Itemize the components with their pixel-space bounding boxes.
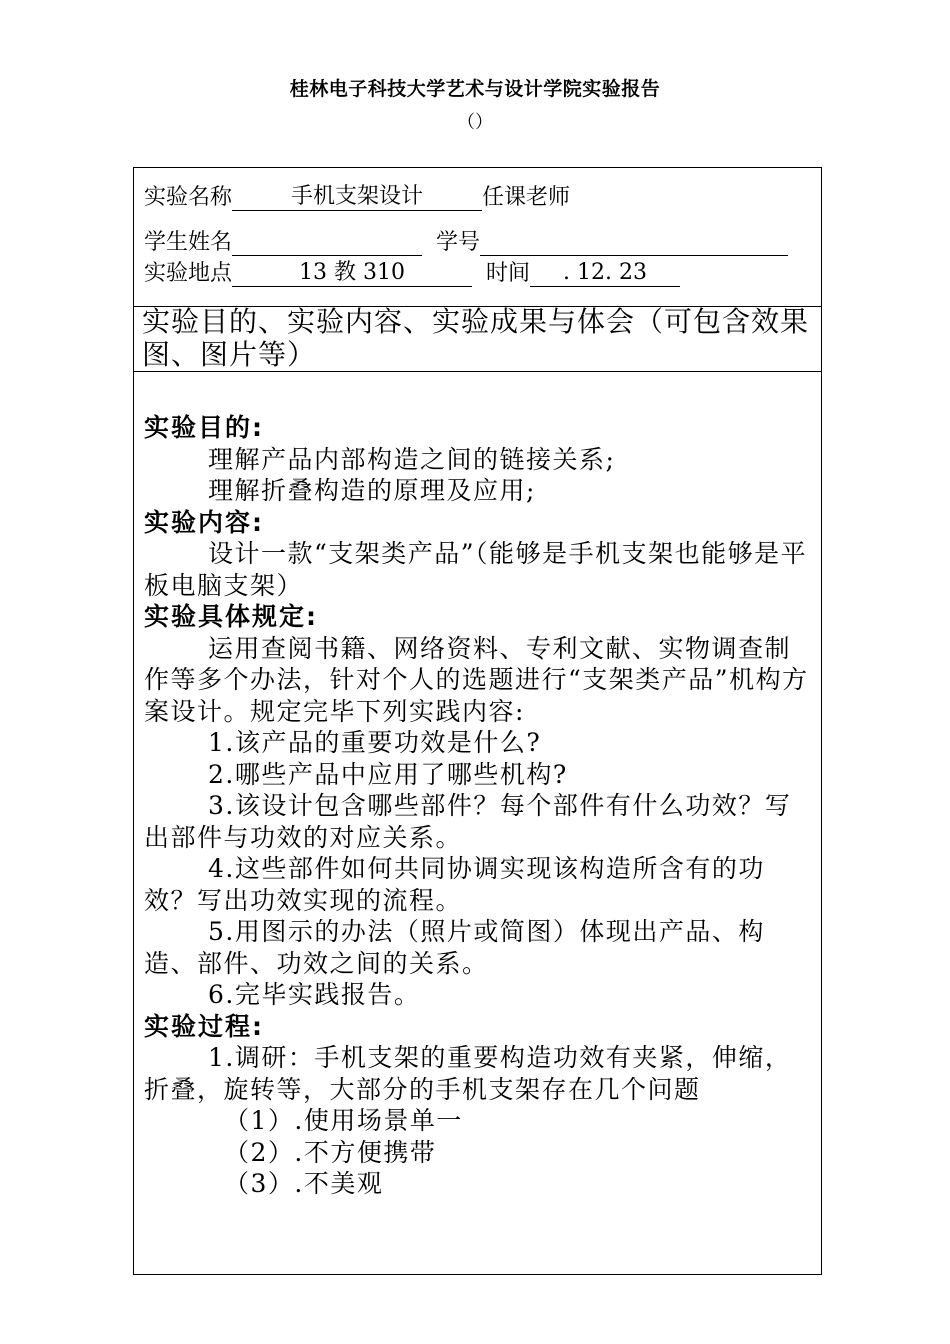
report-content	[144, 412, 812, 1200]
purpose-line: 理解产品内部构造之间的链接关系;	[208, 444, 616, 474]
location-label: 实验地点	[144, 261, 233, 286]
report-subtitle: （）	[457, 112, 493, 133]
requirements-item: 2.哪些产品中应用了哪些机构?	[208, 759, 568, 789]
requirements-text: 运用查阅书籍、网络资料、专利文献、实物调查制作等多个办法，针对个人的选题进行“支架类产品”机构方案设计。规定完毕下列实践内容:	[144, 633, 809, 726]
experiment-name-row	[144, 180, 570, 211]
requirements-heading: 实验具体规定:	[144, 602, 318, 631]
location-row	[144, 256, 680, 287]
time-field[interactable]: . 12. 23	[530, 259, 680, 287]
process-heading: 实验过程:	[144, 1011, 264, 1041]
student-id-label: 学号	[436, 230, 481, 255]
experiment-name-field[interactable]: 手机支架设计	[232, 183, 482, 211]
student-name-label: 学生姓名	[144, 230, 233, 255]
student-name-field[interactable]	[232, 228, 422, 256]
location-field[interactable]: 13 教 310	[232, 259, 472, 287]
process-item: （3）.不美观	[224, 1169, 384, 1198]
requirements-item: 6.完毕实践报告。	[208, 980, 421, 1009]
requirements-item: 1.该产品的重要功效是什么?	[208, 728, 542, 757]
content-heading: 实验内容:	[144, 507, 264, 537]
process-item: （2）.不方便携带	[224, 1137, 437, 1167]
report-title: 桂林电子科技大学艺术与设计学院实验报告	[289, 78, 661, 100]
purpose-line: 理解折叠构造的原理及应用;	[208, 476, 536, 505]
report-table	[133, 167, 822, 1275]
student-id-field[interactable]	[480, 228, 788, 256]
student-row	[144, 225, 788, 256]
process-text: 1.调研：手机支架的重要构造功效有夹紧，伸缩，折叠，旋转等，大部分的手机支架存在几个问题	[144, 1043, 792, 1104]
section-heading: 实验目的、实验内容、实验成果与体会（可包含效果图、图片等）	[142, 305, 810, 371]
requirements-item: 5.用图示的办法（照片或简图）体现出产品、构造、部件、功效之间的关系。	[144, 917, 765, 978]
content-text: 设计一款“支架类产品”（能够是手机支架也能够是平板电脑支架）	[144, 539, 808, 600]
requirements-item: 4.这些部件如何共同协调实现该构造所含有的功效？写出功效实现的流程。	[144, 854, 765, 915]
process-item: （1）.使用场景单一	[224, 1106, 463, 1135]
divider	[134, 371, 821, 372]
requirements-item: 3.该设计包含哪些部件？每个部件有什么功效？写出部件与功效的对应关系。	[144, 791, 792, 852]
teacher-label: 任课老师	[482, 185, 571, 210]
purpose-heading: 实验目的:	[144, 413, 264, 442]
experiment-name-label: 实验名称	[144, 185, 233, 210]
time-label: 时间	[486, 261, 531, 286]
